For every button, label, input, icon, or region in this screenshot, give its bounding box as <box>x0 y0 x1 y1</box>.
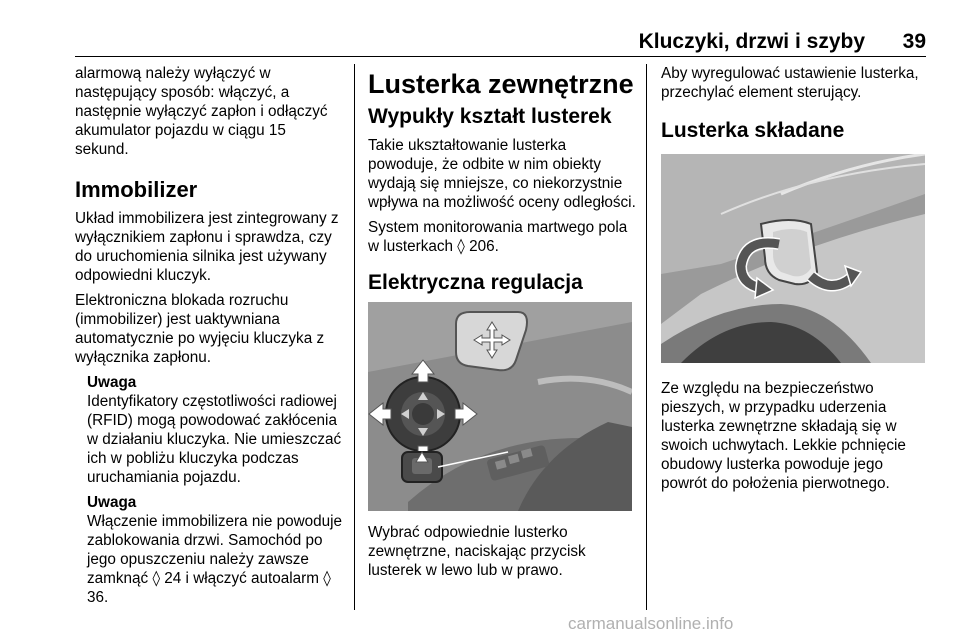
note-2-title: Uwaga <box>87 494 137 511</box>
folding-mirror-illustration <box>661 154 925 363</box>
convex-mirror-heading: Wypukły kształt lusterek <box>368 105 612 128</box>
column-divider-1 <box>354 64 355 610</box>
mirror-control-image <box>368 302 632 511</box>
adjust-paragraph: Aby wyregulować ustawienie lusterka, przechylać element sterujący. <box>661 65 919 101</box>
note-1-title: Uwaga <box>87 374 137 391</box>
section-title: Kluczyki, drzwi i szyby <box>638 30 865 53</box>
immobilizer-paragraph-1: Układ immobilizera jest zintegrowany z wyłącznikiem zapłonu i sprawdza, czy do uruchomienia silnika jest używany odpowiedni kluczyk. <box>75 210 339 284</box>
folding-mirrors-heading: Lusterka składane <box>661 119 845 142</box>
folding-mirrors-paragraph: Ze względu na bezpieczeństwo pieszych, w przypadku uderzenia lusterka zewnętrzne składają się w swoich uchwytach. Lekkie pchnięcie obudowy lusterka powoduje jego powrót do położenia pierwotnego. <box>661 380 906 492</box>
column-divider-2 <box>646 64 647 610</box>
mirrors-heading: Lusterka zewnętrzne <box>368 69 634 99</box>
column-3 <box>661 64 927 499</box>
header-divider <box>75 56 926 57</box>
page-reference-link[interactable]: 206 <box>469 238 495 255</box>
note-2-text: Włączenie immobilizera nie powoduje zablokowania drzwi. Samochód po jego opuszczeniu należy zawsze zamknąć ◊ 24 i włączyć autoalarm ◊ 36. <box>87 513 343 606</box>
column-2 <box>368 64 636 586</box>
blind-spot-paragraph: System monitorowania martwego pola w lusterkach ◊ 206. <box>368 219 628 255</box>
electric-adjust-caption: Wybrać odpowiednie lusterko zewnętrzne, naciskając przycisk lusterek w lewo lub w prawo. <box>368 524 586 579</box>
page-reference-link[interactable]: 24 <box>164 570 182 587</box>
page-reference-icon: ◊ <box>323 569 331 587</box>
column-1 <box>75 64 343 613</box>
note-1 <box>87 373 343 487</box>
note-2 <box>87 493 343 607</box>
page-reference-icon: ◊ <box>152 569 161 587</box>
mirror-control-illustration <box>368 302 632 511</box>
electric-adjust-heading: Elektryczna regulacja <box>368 271 583 294</box>
page-reference-icon: ◊ <box>457 237 465 255</box>
immobilizer-heading: Immobilizer <box>75 177 198 202</box>
intro-paragraph: alarmową należy wyłączyć w następujący sposób: włączyć, a następnie wyłączyć zapłon i odłączyć akumulator pojazdu w ciągu 15 sekund. <box>75 65 328 158</box>
immobilizer-paragraph-2: Elektroniczna blokada rozruchu (immobilizer) jest uaktywniana automatycznie po wyjęciu kluczyka z wyłącznika zapłonu. <box>75 292 325 366</box>
note-1-text: Identyfikatory częstotliwości radiowej (RFID) mogą powodować zakłócenia w działaniu kluczyka. Nie umieszczać ich w pobliżu kluczyka podczas uruchamiania pojazdu. <box>87 393 342 486</box>
page-number: 39 <box>902 30 926 53</box>
page-reference-link[interactable]: 36 <box>87 589 105 606</box>
watermark: carmanualsonline.info <box>568 614 734 633</box>
convex-mirror-paragraph: Takie ukształtowanie lusterka powoduje, że odbite w nim obiekty wydają się mniejsze, co niekorzystnie wpływa na możliwość oceny odległości. <box>368 137 636 211</box>
folding-mirror-image <box>661 154 925 363</box>
